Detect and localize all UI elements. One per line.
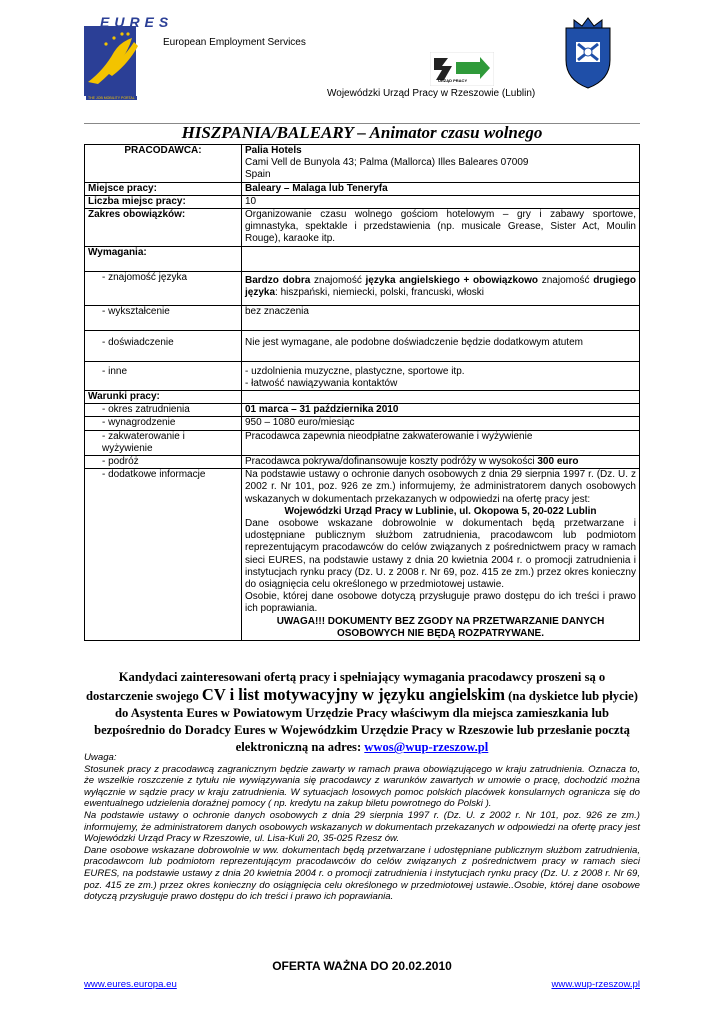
salary-label: - wynagrodzenie [85, 417, 242, 430]
notes-paragraph: Na podstawie ustawy o ochronie danych osobowych z dnia 29 sierpnia 1997 r. (Dz. U. z 2002 r. Nr 101, poz. 926 ze zm.) informujemy, że administratorem danych osobowych wskazanych w dokumentach przekazanych w odpowiedzi na ofertę pracy jest Wojewódzki Urząd Pracy w Rzeszowie, ul. Lisa-Kuli 20, 35-025 Rzesz ów. [84, 809, 640, 845]
salary-value: 950 – 1080 euro/miesiąc [242, 417, 640, 430]
table-row [85, 430, 640, 455]
travel-amount: 300 euro [537, 456, 579, 468]
positions-label: Liczba miejsc pracy: [85, 195, 242, 208]
email-link[interactable]: wwos@wup-rzeszow.pl [364, 740, 489, 754]
table-row [85, 330, 640, 361]
period-value: 01 marca – 31 października 2010 [242, 404, 640, 417]
table-row [85, 305, 640, 330]
offer-valid-until: OFERTA WAŻNA DO 20.02.2010 [272, 959, 452, 973]
table-row [85, 417, 640, 430]
language-list: : hiszpański, niemiecki, polski, francuski, włoski [275, 286, 484, 298]
notes-paragraph: Dane osobowe wskazane dobrowolnie w ww. dokumentach będą przetwarzane i udostępniane publicznym służbom zatrudnienia, pracodawcom lub podmiotom reprezentującym pracodawców do celów związanych z pośrednictwem pracy w ramach sieci EURES, na podstawie ustawy z dnia 20 kwietnia 2004 r. o promocji zatrudnienia i instytucjach rynku pracy (Dz. U. z 2008 r. Nr 69, poz. 415 ze zm.) przez okres konieczny do osiągnięcia celu określonego w przedmiotowej ustawie..Osobie, której dane osobowe dotyczą przysługuje prawo dostępu do ich treści i prawo ich poprawiania. [84, 844, 640, 903]
data-access-text: Osobie, której dane osobowe dotyczą przysługuje prawo dostępu do ich treści i prawo ich poprawiania. [245, 591, 636, 615]
duties-value: Organizowanie czasu wolnego gościom hotelowym – gry i zabawy sportowe, gimnastyka, spektakle i przedstawienia (np. musicale Grease, Sister Act, Moulin Rouge), karaoke itp. [242, 209, 640, 247]
urzad-pracy-logo-text: URZĄD PRACY [438, 78, 468, 83]
language-text: znajomość [538, 274, 594, 286]
language-second: drugiego języka [245, 274, 636, 298]
notes-paragraph: Stosunek pracy z pracodawcą zagranicznym będzie zawarty w ramach prawa obowiązującego w kraju zatrudnienia. Oznacza to, że wszelkie roszczenie z tytułu nie wywiązywania się pracodawcy z warunków zawartych w umowie o pracę, dochodzić można wyłącznie w sądzie pracy w kraju zatrudnienia. W sytuacjach losowych pomoc polskich placówek konsularnych ogranicza się do ewentualnego udzielenia doraźnej pomocy ( np. kredytu na zakup biletu powrotnego do Polski ). [84, 763, 640, 810]
table-row [85, 271, 640, 305]
positions-value: 10 [242, 195, 640, 208]
table-row [85, 182, 640, 195]
employer-label: PRACODAWCA: [85, 145, 242, 183]
data-protection-text: Na podstawie ustawy o ochronie danych osobowych z dnia 29 sierpnia 1997 r. (Dz. U. z 2002 r. Nr 101, poz. 926 ze zm.) informujemy, że administratorem danych osobowych wskazanych w dokumentach przekazanych w odpowiedzi na ofertę pracy jest: [245, 469, 636, 505]
travel-text: Pracodawca pokrywa/dofinansowuje koszty podróży w wysokości [245, 456, 538, 468]
table-row [85, 145, 640, 183]
workplace-value: Baleary – Malaga lub Teneryfa [242, 182, 640, 195]
table-row [85, 246, 640, 271]
apply-text: (na dyskietce lub płycie) do Asystenta Eures w Powiatowym Urzędzie Pracy właściwym dla miejsca zamieszkania lub bezpośrednio do Doradcy Eures w Wojewódzkim Urzędzie Pracy w Rzeszowie lub przesłanie pocztą elektroniczną na adres: [94, 689, 638, 754]
institution-name: Wojewódzki Urząd Pracy w Rzeszowie (Lublin) [327, 88, 536, 99]
table-row [85, 404, 640, 417]
data-processing-text: Dane osobowe wskazane dobrowolnie w dokumentach będą przetwarzane i udostępniane publicznym służbom zatrudnienia, pracodawcom lub podmiotom reprezentującym pracodawców do celów związanych z pośrednictwem pracy w ramach sieci EURES, na podstawie ustawy z dnia 20 kwietnia 2004 r. o promocji zatrudnienia i instytucjach rynku pracy (Dz. U. z 2008 r. Nr 69, poz. 415 ze zm.) przez okres konieczny do osiągnięcia celu określonego w przedmiotowej ustawie. [245, 518, 636, 591]
other-line: - uzdolnienia muzyczne, plastyczne, sportowe itp. [245, 365, 465, 377]
experience-label: - doświadczenie [85, 330, 242, 361]
extra-info-label: - dodatkowe informacje [85, 469, 242, 641]
employer-address: Cami Vell de Bunyola 43; Palma (Mallorca) Illes Baleares 07009 [245, 157, 529, 169]
travel-label: - podróż [85, 456, 242, 469]
other-label: - inne [85, 361, 242, 390]
language-value [242, 271, 640, 305]
employer-cell [242, 145, 640, 183]
table-row [85, 391, 640, 404]
travel-value [242, 456, 640, 469]
table-row [85, 469, 640, 641]
experience-value: Nie jest wymagane, ale podobne doświadczenie będzie dodatkowym atutem [242, 330, 640, 361]
extra-info-value [242, 469, 640, 641]
duties-label: Zakres obowiązków: [85, 209, 242, 247]
conditions-label: Warunki pracy: [85, 391, 242, 404]
eures-logo-text: EURES [100, 14, 174, 30]
period-label: - okres zatrudnienia [85, 404, 242, 417]
education-label: - wykształcenie [85, 305, 242, 330]
table-row [85, 456, 640, 469]
table-row [85, 195, 640, 208]
wup-website-link[interactable]: www.wup-rzeszow.pl [551, 979, 640, 990]
other-value [242, 361, 640, 390]
eures-logo-tagline: THE JOB MOBILITY PORTAL [88, 96, 135, 100]
language-level: Bardzo dobra [245, 274, 311, 286]
language-label: - znajomość języka [85, 271, 242, 305]
table-row [85, 209, 640, 247]
education-value: bez znaczenia [242, 305, 640, 330]
warning-text: UWAGA!!! DOKUMENTY BEZ ZGODY NA PRZETWARZANIE DANYCH OSOBOWYCH NIE BĘDĄ ROZPATRYWANE. [276, 615, 605, 639]
language-english: języka angielskiego + obowiązkowo [365, 274, 539, 286]
data-controller: Wojewódzki Urząd Pracy w Lublinie, ul. Okopowa 5, 20-022 Lublin [284, 505, 597, 517]
requirements-label: Wymagania: [85, 246, 242, 271]
apply-cv: CV i list motywacyjny w języku angielskim [201, 685, 506, 704]
housing-value: Pracodawca zapewnia nieodpłatne zakwaterowanie i wyżywienie [242, 430, 640, 455]
european-employment-services: European Employment Services [163, 37, 306, 48]
coat-of-arms-icon [560, 16, 616, 90]
application-instructions [84, 669, 640, 756]
housing-label: - zakwaterowanie i wyżywienie [85, 430, 242, 455]
apply-text: Kandydaci zainteresowani ofertą pracy i spełniający wymagania pracodawcy proszeni są o dostarczenie swojego [86, 670, 606, 703]
table-row [85, 361, 640, 390]
language-text: znajomość [310, 274, 366, 286]
notes-section [84, 752, 640, 903]
offer-table [84, 144, 640, 641]
page-title: HISZPANIA/BALEARY – Animator czasu wolnego [181, 123, 543, 142]
workplace-label: Miejsce pracy: [85, 182, 242, 195]
notes-heading: Uwaga: [84, 752, 117, 763]
employer-country: Spain [245, 169, 271, 181]
eures-website-link[interactable]: www.eures.europa.eu [84, 979, 177, 990]
other-line: - łatwość nawiązywania kontaktów [245, 377, 398, 389]
employer-name: Palia Hotels [245, 145, 302, 156]
